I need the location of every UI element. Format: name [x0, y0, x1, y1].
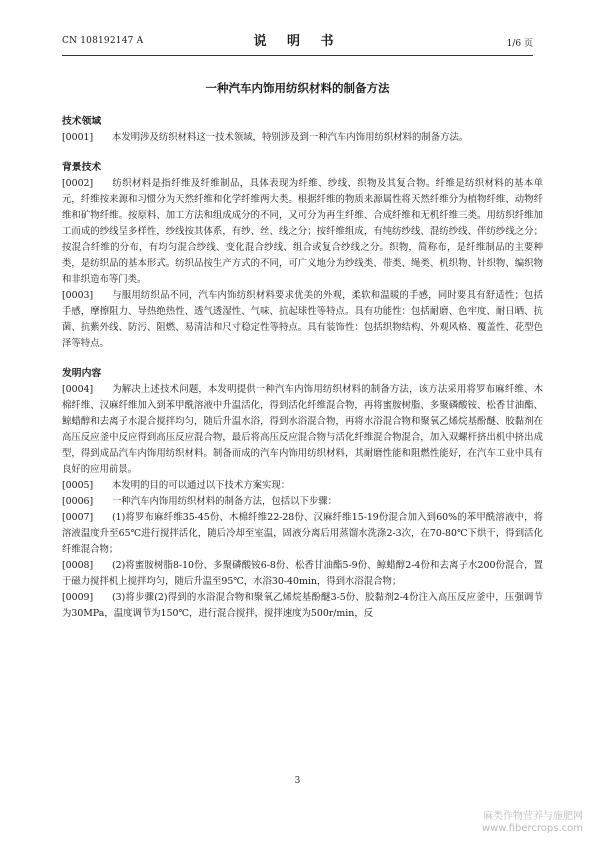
document-body — [62, 114, 543, 622]
watermark-site-name: 麻类作物营养与施肥网 — [483, 811, 583, 822]
paragraph-text: (2)将蜜胺树脂8-10份、多聚磷酸铵6-8份、松香甘油酯5-9份、鲸蜡醇2-4份和去离子水200份混合，置于磁力搅拌机上搅拌均匀，随后升温至95℃，水浴30-40min，得到水浴混合物； — [62, 560, 543, 587]
paragraph-text: 本发明涉及纺织材料这一技术领域，特别涉及到一种汽车内饰用纺织材料的制备方法。 — [112, 132, 469, 143]
paragraph-0005 — [62, 478, 543, 494]
paragraph-text: 本发明的目的可以通过以下技术方案实现： — [112, 480, 291, 491]
paragraph-text: 为解决上述技术问题，本发明提供一种汽车内饰用纺织材料的制备方法，该方法采用将罗布麻纤维、木棉纤维、汉麻纤维加入到苯甲酰溶液中升温活化，得到活化纤维混合物，再将蜜胺树脂、多聚磷酸铵、松香甘油酯、鲸蜡醇和去离子水混合搅拌均匀，随后升温水浴，得到水浴混合物，再将水浴混合物和聚氧乙烯烷基酚醚、胶黏剂在高压反应釜中反应得到高压反应混合物，最后将高压反应混合物与活化纤维混合物混合，加入双螺杆挤出机中挤出成型，得到成品汽车内饰用纺织材料。制备而成的汽车内饰用纺织材料，其耐磨性能和阻燃性能好，在汽车工业中具有良好的应用前景。 — [62, 384, 543, 475]
section-heading-invention: 发明内容 — [62, 368, 102, 379]
page-number: 3 — [294, 776, 301, 786]
paragraph-number: [0009] — [62, 592, 94, 603]
paragraph-text: 与服用纺织品不同，汽车内饰纺织材料要求优美的外观，柔软和温暖的手感，同时要具有舒适性；包括手感，摩擦阻力、导热绝热性、透气透湿性、气味、抗起球性等特点。具有功能性：包括耐磨、色牢度、耐日晒、抗菌、抗紫外线、防污、阻燃、易清洁和尺寸稳定性等特点。具有装饰性：包括织物结构、外观风格、覆盖性、花型色泽等特点。 — [62, 290, 543, 349]
document-title: 一种汽车内饰用纺织材料的制备方法 — [205, 81, 390, 95]
paragraph-0008 — [62, 558, 543, 590]
section-heading-tech-field: 技术领域 — [62, 116, 102, 127]
paragraph-number: [0004] — [62, 384, 94, 395]
paragraph-0003 — [62, 288, 543, 352]
paragraph-0002 — [62, 176, 543, 288]
site-watermark — [482, 811, 583, 835]
watermark-url: www.fibercrops.com — [481, 823, 583, 834]
paragraph-0001 — [62, 130, 543, 146]
paragraph-text: (3)将步骤(2)得到的水浴混合物和聚氧乙烯烷基酚醚3-5份、胶黏剂2-4份注入高压反应釜中，压强调节为30MPa，温度调节为150℃，进行混合搅拌，搅拌速度为500r/min，反 — [62, 592, 543, 619]
paragraph-number: [0006] — [62, 496, 94, 507]
section-heading-background: 背景技术 — [62, 162, 102, 173]
paragraph-text: 一种汽车内饰用纺织材料的制备方法，包括以下步骤： — [112, 496, 338, 507]
paragraph-number: [0001] — [62, 132, 94, 143]
document-type: 说 明 书 — [253, 34, 342, 49]
paragraph-0004 — [62, 382, 543, 478]
paragraph-0007 — [62, 510, 543, 558]
page-header — [62, 30, 533, 52]
header-divider — [62, 55, 533, 56]
paragraph-text: 纺织材料是指纤维及纤维制品，具体表现为纤维、纱线、织物及其复合物。纤维是纺织材料的基本单元，纤维按来源和习惯分为天然纤维和化学纤维两大类。根据纤维的物质来源属性将天然纤维分为植物纤维、动物纤维和矿物纤维。按原料、加工方法和组成成分的不同，又可分为再生纤维、合成纤维和无机纤维三类。用纺织纤维加工而成的纱线呈多样性，纱线按其体系，有纱、丝、线之分；按纤维组成，有纯纺纱线、混纺纱线、伴纺纱线之分；按混合纤维的分布，有均匀混合纱线、变化混合纱线、组合或复合纱线之分。织物，简称布，是纤维制品的主要种类，是纺织品的基本形式。纺织品按生产方式的不同，可广义地分为纱线类、带类、绳类、机织物、针织物、编织物和非织造布等门类。 — [62, 178, 543, 285]
paragraph-number: [0007] — [62, 512, 94, 523]
paragraph-0006 — [62, 494, 543, 510]
paragraph-number: [0008] — [62, 560, 94, 571]
paragraph-text: (1)将罗布麻纤维35-45份、木棉纤维22-28份、汉麻纤维15-19份混合加入到60%的苯甲酰溶液中，将溶液温度升至65℃进行搅拌活化，随后冷却至室温，固液分离后用蒸馏水洗涤2-3次，在70-80℃下烘干，得到活化纤维混合物； — [62, 512, 543, 555]
paragraph-number: [0005] — [62, 480, 94, 491]
publication-number: CN 108192147 A — [62, 36, 144, 46]
paragraph-0009 — [62, 590, 543, 622]
paragraph-number: [0003] — [62, 290, 94, 301]
paragraph-number: [0002] — [62, 178, 94, 189]
page-info: 1/6 页 — [506, 39, 533, 49]
